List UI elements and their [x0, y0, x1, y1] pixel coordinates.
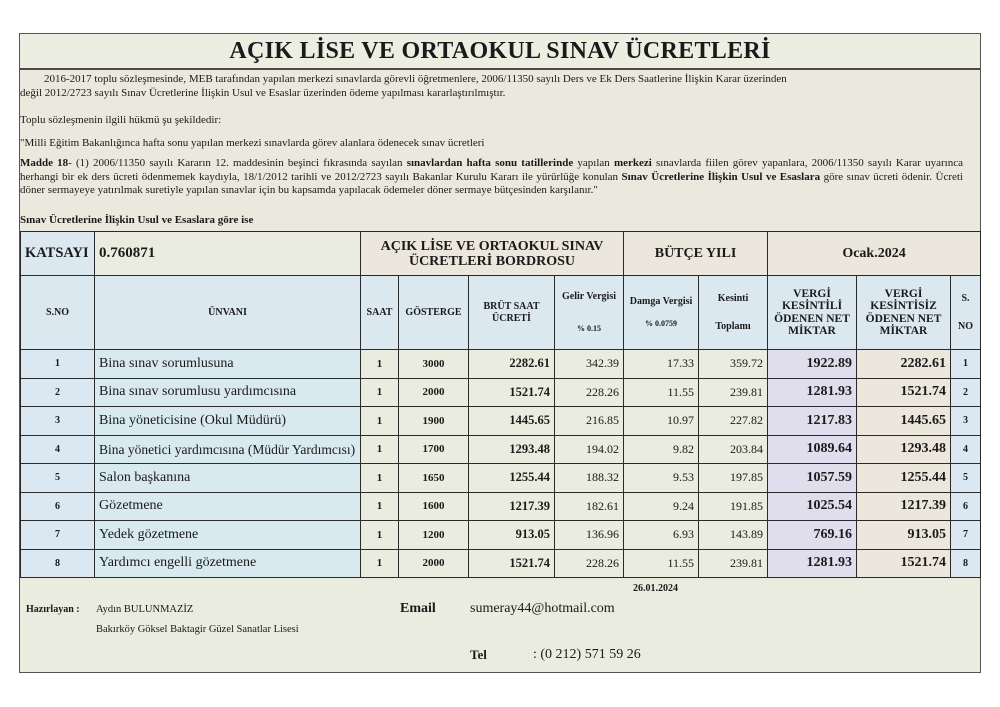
cell-brut: 913.05: [469, 521, 555, 550]
cell-kesinti: 197.85: [699, 464, 768, 493]
cell-gosterge: 1650: [399, 464, 469, 493]
cell-sno-2: 1: [951, 350, 981, 379]
intro-quote: "Milli Eğitim Bakanlığınca hafta sonu yapılan merkezi sınavlarda görev alanlara ödenecek sınav ücretleri: [20, 137, 485, 149]
cell-kesinti: 203.84: [699, 435, 768, 464]
cell-net-untaxed: 913.05: [857, 521, 951, 550]
table-row: [21, 407, 981, 436]
cell-saat: 1: [361, 435, 399, 464]
cell-saat: 1: [361, 521, 399, 550]
cell-gosterge: 1600: [399, 492, 469, 521]
cell-unvan: Bina yöneticisine (Okul Müdürü): [95, 407, 361, 436]
cell-damga: 17.33: [624, 350, 699, 379]
cell-net-taxed: 1089.64: [768, 435, 857, 464]
intro-paragraph: [20, 73, 950, 100]
cell-unvan: Yardımcı engelli gözetmene: [95, 549, 361, 578]
header-saat: SAAT: [361, 276, 399, 350]
cell-sno: 6: [21, 492, 95, 521]
cell-damga: 10.97: [624, 407, 699, 436]
cell-damga: 9.24: [624, 492, 699, 521]
table-row: [21, 464, 981, 493]
cell-unvan: Salon başkanına: [95, 464, 361, 493]
cell-brut: 1445.65: [469, 407, 555, 436]
cell-sno-2: 8: [951, 549, 981, 578]
intro-line-1: 2016-2017 toplu sözleşmesinde, MEB tarafından yapılan merkezi sınavlarda görevli öğretmenlere, 2006/11350 sayılı Ders ve Ek Ders Saatlerine İlişkin Karar üzerinden: [44, 73, 787, 85]
cell-sno-2: 7: [951, 521, 981, 550]
cell-brut: 1521.74: [469, 378, 555, 407]
header-gelir: [555, 276, 624, 350]
cell-gosterge: 2000: [399, 549, 469, 578]
cell-net-untaxed: 2282.61: [857, 350, 951, 379]
cell-net-taxed: 1281.93: [768, 549, 857, 578]
section-subtitle: Sınav Ücretlerine İlişkin Usul ve Esaslara göre ise: [20, 214, 254, 226]
cell-net-taxed: 1922.89: [768, 350, 857, 379]
cell-brut: 1521.74: [469, 549, 555, 578]
bordro-title: AÇIK LİSE VE ORTAOKUL SINAV ÜCRETLERİ BORDROSU: [361, 232, 624, 276]
header-sno2-sub: NO: [958, 320, 974, 332]
cell-gelir: 136.96: [555, 521, 624, 550]
cell-sno: 5: [21, 464, 95, 493]
cell-kesinti: 239.81: [699, 549, 768, 578]
header-gelir-label: Gelir Vergisi: [562, 290, 616, 302]
cell-saat: 1: [361, 350, 399, 379]
header-brut-label: BRÜT SAAT ÜCRETİ: [483, 300, 540, 324]
cell-kesinti: 359.72: [699, 350, 768, 379]
cell-damga: 11.55: [624, 378, 699, 407]
cell-gosterge: 2000: [399, 378, 469, 407]
table-row: [21, 492, 981, 521]
cell-sno-2: 6: [951, 492, 981, 521]
cell-gelir: 188.32: [555, 464, 624, 493]
cell-gelir: 342.39: [555, 350, 624, 379]
cell-net-taxed: 1025.54: [768, 492, 857, 521]
cell-sno: 8: [21, 549, 95, 578]
cell-sno: 3: [21, 407, 95, 436]
header-damga-label: Damga Vergisi: [629, 295, 693, 307]
header-gelir-rate: % 0.15: [577, 323, 601, 333]
cell-net-untaxed: 1217.39: [857, 492, 951, 521]
table-row: [21, 378, 981, 407]
intro-line-2: değil 2012/2723 sayılı Sınav Ücretlerine İlişkin Usul ve Esaslar üzerinden ödeme yapılması kararlaştırılmıştır.: [20, 86, 506, 99]
header-kesinti-sub: Toplamı: [715, 320, 751, 332]
madde-text-f: Sınav Ücretlerine İlişkin Usul ve Esaslara: [621, 170, 821, 183]
header-brut: [469, 276, 555, 350]
school-name: Bakırköy Göksel Baktagir Güzel Sanatlar Lisesi: [96, 624, 299, 635]
cell-kesinti: 239.81: [699, 378, 768, 407]
cell-damga: 11.55: [624, 549, 699, 578]
cell-gelir: 228.26: [555, 549, 624, 578]
header-damga: [624, 276, 699, 350]
madde-text-e: sınavlarda fiilen görev yapanlara, 2006/11350 sayılı Karar uyarınca herhangi bir ek ders ücreti ödenmemek kaydıyla, 18/1/2012 tarihli ve 2012/2723 sayılı Bakanlar Kurulu Kararı ile yürürlüğe konulan: [20, 157, 963, 183]
cell-gelir: 182.61: [555, 492, 624, 521]
intro-clause-label: Toplu sözleşmenin ilgili hükmü şu şekildedir:: [20, 114, 222, 126]
cell-net-untaxed: 1255.44: [857, 464, 951, 493]
cell-gosterge: 1200: [399, 521, 469, 550]
madde-18-paragraph: [20, 157, 963, 198]
cell-brut: 1293.48: [469, 435, 555, 464]
header-unvan: ÜNVANI: [95, 276, 361, 350]
footer: [20, 580, 980, 672]
cell-net-taxed: 769.16: [768, 521, 857, 550]
header-damga-rate: % 0.0759: [645, 318, 678, 328]
cell-damga: 6.93: [624, 521, 699, 550]
header-net-taxed: VERGİ KESİNTİLİ ÖDENEN NET MİKTAR: [768, 276, 857, 350]
cell-saat: 1: [361, 492, 399, 521]
cell-net-untaxed: 1521.74: [857, 549, 951, 578]
header-sno2-label: S.: [961, 292, 970, 304]
katsayi-label: KATSAYI: [21, 232, 95, 276]
header-sno-2: [951, 276, 981, 350]
madde-text-d: merkezi: [613, 157, 652, 169]
header-gosterge: GÖSTERGE: [399, 276, 469, 350]
footer-date: 26.01.2024: [633, 583, 678, 594]
cell-saat: 1: [361, 378, 399, 407]
header-sno: S.NO: [21, 276, 95, 350]
prepared-by-label: Hazırlayan :: [26, 604, 80, 615]
cell-unvan: Bina yönetici yardımcısına (Müdür Yardımcısı): [95, 435, 361, 464]
cell-sno: 4: [21, 435, 95, 464]
cell-sno: 2: [21, 378, 95, 407]
cell-unvan: Bina sınav sorumlusuna: [95, 350, 361, 379]
cell-saat: 1: [361, 464, 399, 493]
cell-gosterge: 1700: [399, 435, 469, 464]
prepared-by-name: Aydın BULUNMAZİZ: [96, 604, 194, 615]
email-label: Email: [400, 601, 436, 616]
table-header-katsayi: [21, 232, 981, 276]
table-row: [21, 521, 981, 550]
cell-unvan: Bina sınav sorumlusu yardımcısına: [95, 378, 361, 407]
tel-value: : (0 212) 571 59 26: [533, 647, 641, 662]
cell-net-untaxed: 1445.65: [857, 407, 951, 436]
cell-unvan: Yedek gözetmene: [95, 521, 361, 550]
cell-net-untaxed: 1293.48: [857, 435, 951, 464]
cell-sno-2: 3: [951, 407, 981, 436]
cell-kesinti: 191.85: [699, 492, 768, 521]
madde-text-a: - (1) 2006/11350 sayılı Kararın 12. maddesinin beşinci fıkrasında sayılan: [68, 157, 407, 169]
madde-text-b: sınavlardan hafta sonu tatillerinde: [406, 157, 574, 169]
table-row: [21, 435, 981, 464]
cell-net-taxed: 1057.59: [768, 464, 857, 493]
cell-gelir: 228.26: [555, 378, 624, 407]
cell-unvan: Gözetmene: [95, 492, 361, 521]
period-value: Ocak.2024: [768, 232, 981, 276]
cell-gosterge: 3000: [399, 350, 469, 379]
cell-brut: 1255.44: [469, 464, 555, 493]
cell-gosterge: 1900: [399, 407, 469, 436]
cell-brut: 1217.39: [469, 492, 555, 521]
cell-net-taxed: 1281.93: [768, 378, 857, 407]
table-row: [21, 350, 981, 379]
header-net-untaxed: VERGİ KESİNTİSİZ ÖDENEN NET MİKTAR: [857, 276, 951, 350]
cell-sno-2: 2: [951, 378, 981, 407]
header-kesinti-label: Kesinti: [717, 292, 749, 304]
cell-sno-2: 4: [951, 435, 981, 464]
cell-kesinti: 227.82: [699, 407, 768, 436]
cell-brut: 2282.61: [469, 350, 555, 379]
document-page: [19, 33, 981, 673]
cell-net-untaxed: 1521.74: [857, 378, 951, 407]
cell-sno: 7: [21, 521, 95, 550]
cell-sno: 1: [21, 350, 95, 379]
cell-saat: 1: [361, 549, 399, 578]
page-title: AÇIK LİSE VE ORTAOKUL SINAV ÜCRETLERİ: [20, 34, 980, 70]
payroll-table: [20, 231, 981, 578]
cell-damga: 9.53: [624, 464, 699, 493]
cell-damga: 9.82: [624, 435, 699, 464]
madde-text-g: göre sınav ücreti ödenir. Ücreti döner sermayeye yatırılmak suretiyle yapılan sınavlar için bu kapsamda yapılacak ödemeler döner sermaye bütçesinden karşılanır.": [20, 170, 963, 196]
cell-net-taxed: 1217.83: [768, 407, 857, 436]
cell-kesinti: 143.89: [699, 521, 768, 550]
cell-gelir: 216.85: [555, 407, 624, 436]
katsayi-value: 0.760871: [95, 232, 361, 276]
table-column-headers: [21, 276, 981, 350]
header-kesinti: [699, 276, 768, 350]
madde-label: Madde 18: [20, 157, 69, 169]
cell-saat: 1: [361, 407, 399, 436]
cell-gelir: 194.02: [555, 435, 624, 464]
budget-year-label: BÜTÇE YILI: [624, 232, 768, 276]
cell-sno-2: 5: [951, 464, 981, 493]
table-row: [21, 549, 981, 578]
tel-label: Tel: [470, 647, 487, 662]
madde-text-c: yapılan: [573, 157, 614, 169]
email-value[interactable]: sumeray44@hotmail.com: [470, 601, 615, 616]
